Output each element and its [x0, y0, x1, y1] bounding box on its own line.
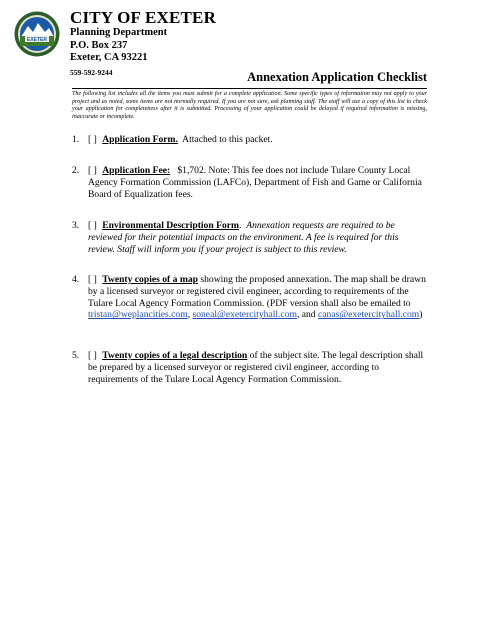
- checkbox[interactable]: [ ]: [88, 274, 97, 285]
- letterhead: [70, 9, 216, 78]
- city-name: CITY OF EXETER: [70, 8, 217, 27]
- checkbox[interactable]: [ ]: [88, 165, 97, 176]
- email-link-canas[interactable]: canas@exetercityhall.com: [318, 309, 420, 321]
- checklist-item-3: 3. [ ] Environmental Description Form. Annexation requests are required to be reviewed for their potential impacts on the environment. A fee is required for this review. Staff will inform you if your project is subject to this review.: [72, 220, 399, 255]
- address-line-1: P.O. Box 237: [70, 39, 128, 51]
- item-text: $1,702. Note: This fee does not include Tulare County Local Agency Formation Commission (LAFCo), Department of Fish and Game or California Board of Equalization fees.: [88, 165, 422, 200]
- title-divider: [72, 88, 427, 89]
- conjunction: and: [301, 309, 316, 321]
- item-text: Annexation requests are required to be reviewed for their potential impacts on the environment. A fee is required for this review. Staff will inform you if your project is subject to this review.: [88, 220, 399, 255]
- item-text: Attached to this packet.: [182, 134, 273, 145]
- checklist-item-1: 1. [ ] Application Form. Attached to this packet.: [72, 134, 273, 145]
- city-seal-logo: [14, 11, 60, 57]
- checkbox[interactable]: [ ]: [88, 134, 97, 145]
- svg-text:EXETER: EXETER: [26, 37, 48, 43]
- document-title: Annexation Application Checklist: [247, 70, 427, 84]
- email-link-soneal[interactable]: soneal@exetercityhall.com: [192, 309, 297, 321]
- checklist-item-2: 2. [ ] Application Fee: $1,702. Note: This fee does not include Tulare County Local Agency Formation Commission (LAFCo), Department of Fish and Game or California Board of Equalization fees.: [72, 165, 422, 200]
- item-label: Application Form.: [102, 134, 178, 145]
- email-link-tristan[interactable]: tristan@weplancities.com: [88, 309, 188, 321]
- checkbox[interactable]: [ ]: [88, 220, 97, 231]
- item-text: showing the proposed annexation. The map shall be drawn by a licensed surveyor or registered civil engineer, according to requirements of the Tulare Local Agency Formation Commission. (PDF version shall also be emailed to: [88, 274, 426, 309]
- intro-paragraph: The following list includes all the items you must submit for a complete application. Some specific types of information may not apply to your project and as noted, some items are not normally required. If you are not sure, ask planning staff. The staff will use a copy of this list to check your application for completeness after it is submitted. Processing of your application could be delayed if required information is missing, inaccurate or incomplete.: [72, 91, 427, 120]
- checkbox[interactable]: [ ]: [88, 350, 97, 361]
- department-name: Planning Department: [70, 27, 168, 38]
- address-line-2: Exeter, CA 93221: [70, 52, 148, 63]
- checklist-item-4: 4. [ ] Twenty copies of a map showing the proposed annexation. The map shall be drawn by a licensed surveyor or registered civil engineer, according to requirements of the Tulare Local Agency Formation Commission. (PDF version shall also be emailed to tristan@weplancities.com, soneal@exetercityhall.com, and canas@exetercityhall.com): [72, 274, 426, 321]
- item-text: of the subject site. The legal description shall be prepared by a licensed surveyor or registered civil engineer, according to requirements of the Tulare Local Agency Formation Commission.: [88, 350, 424, 385]
- item-label: Twenty copies of a legal description: [102, 350, 248, 361]
- item-label: Application Fee:: [102, 165, 171, 176]
- phone-number: 559-592-9244: [70, 67, 113, 77]
- item-label: Environmental Description Form: [102, 220, 239, 231]
- item-label: Twenty copies of a map: [102, 274, 198, 285]
- checklist-item-5: 5. [ ] Twenty copies of a legal description of the subject site. The legal description shall be prepared by a licensed surveyor or registered civil engineer, according to requirements of the Tulare Local Agency Formation Commission.: [72, 350, 424, 385]
